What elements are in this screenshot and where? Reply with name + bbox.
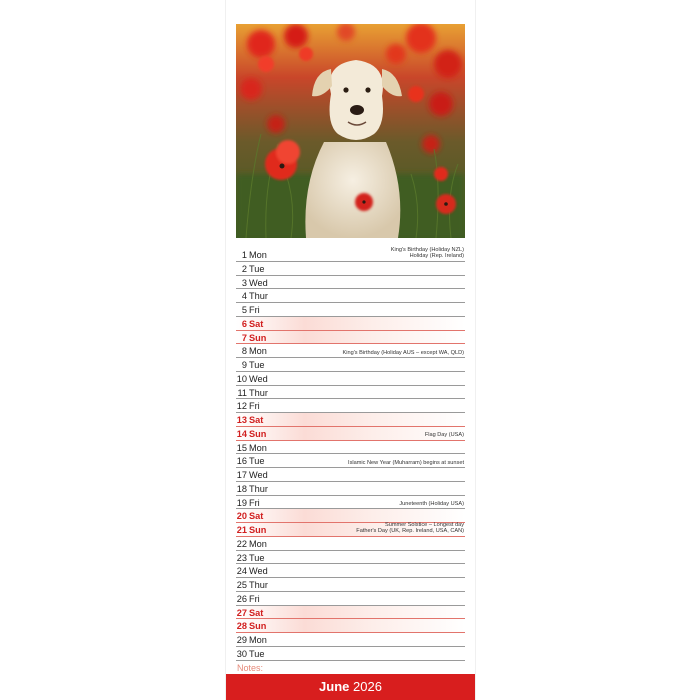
day-number: 28 (236, 621, 247, 632)
day-list (236, 248, 465, 675)
day-number: 10 (236, 373, 247, 384)
weekday-label: Tue (249, 360, 265, 370)
weekday-label: Wed (249, 277, 268, 288)
day-number: 11 (237, 387, 247, 398)
year-label: 2026 (353, 679, 382, 694)
day-number: 20 (236, 511, 247, 522)
weekday-label: Wed (249, 470, 268, 480)
holiday-note: Juneteenth (Holiday USA) (399, 500, 464, 507)
day-number: 13 (236, 415, 247, 425)
weekday-label: Thur (249, 387, 268, 398)
weekday-label: Sat (249, 415, 264, 425)
day-number: 17 (236, 470, 247, 480)
day-row (236, 427, 465, 441)
weekday-label: Thur (249, 483, 268, 494)
day-row (236, 468, 465, 482)
day-row (236, 633, 465, 647)
day-row (236, 399, 465, 413)
day-number: 24 (236, 566, 247, 577)
calendar-page (226, 0, 475, 700)
day-number: 22 (236, 538, 247, 549)
day-row (236, 303, 465, 317)
day-number: 1 (241, 250, 247, 260)
day-number: 16 (236, 456, 247, 467)
day-number: 21 (236, 525, 247, 535)
notes-label: Notes: (237, 662, 264, 673)
weekday-label: Sun (249, 525, 267, 535)
weekday-label: Fri (249, 593, 260, 604)
day-number: 3 (241, 277, 247, 288)
day-number: 26 (236, 593, 247, 604)
day-row (236, 509, 465, 523)
weekday-label: Mon (249, 635, 267, 645)
day-row (236, 344, 465, 358)
month-footer (226, 674, 475, 700)
weekday-label: Wed (249, 566, 268, 577)
notes-row (236, 661, 465, 675)
dog-photo (236, 24, 465, 238)
weekday-label: Sat (249, 318, 264, 329)
weekday-label: Mon (249, 250, 267, 260)
weekday-label: Fri (249, 305, 260, 315)
day-row (236, 606, 465, 620)
day-row (236, 523, 465, 537)
weekday-label: Tue (249, 456, 265, 467)
day-row (236, 619, 465, 633)
day-row (236, 441, 465, 455)
day-row (236, 289, 465, 303)
day-row (236, 551, 465, 565)
day-number: 2 (241, 263, 247, 274)
weekday-label: Mon (249, 442, 267, 453)
day-number: 15 (236, 442, 247, 453)
day-number: 9 (241, 360, 247, 370)
month-label: June (319, 679, 350, 694)
day-number: 23 (236, 552, 247, 563)
weekday-label: Fri (249, 497, 260, 508)
day-row (236, 386, 465, 400)
weekday-label: Thur (249, 291, 268, 302)
day-row (236, 482, 465, 496)
day-row (236, 454, 465, 468)
weekday-label: Sat (249, 607, 264, 618)
day-number: 7 (241, 332, 247, 343)
day-row (236, 647, 465, 661)
day-number: 18 (236, 483, 247, 494)
day-row (236, 372, 465, 386)
day-row (236, 496, 465, 510)
day-number: 4 (241, 291, 247, 302)
weekday-label: Sat (249, 511, 264, 522)
day-row (236, 276, 465, 290)
weekday-label: Tue (249, 552, 265, 563)
day-row (236, 262, 465, 276)
weekday-label: Sun (249, 621, 267, 632)
day-row (236, 248, 465, 262)
day-row (236, 578, 465, 592)
weekday-label: Sun (249, 428, 267, 439)
day-row (236, 564, 465, 578)
day-number: 12 (236, 401, 247, 412)
day-row (236, 413, 465, 427)
holiday-note: King's Birthday (Holiday AUS – except WA, QLD) (342, 349, 464, 356)
day-row (236, 331, 465, 345)
day-number: 8 (241, 346, 247, 357)
weekday-label: Tue (249, 263, 265, 274)
day-number: 5 (241, 305, 247, 315)
weekday-label: Tue (249, 648, 265, 659)
holiday-note: Summer Solstice – Longest day Father's Day (UK, Rep. Ireland, USA, CAN) (356, 521, 464, 535)
weekday-label: Thur (249, 580, 268, 590)
day-number: 19 (236, 497, 247, 508)
holiday-note: Flag Day (USA) (424, 432, 464, 439)
day-row (236, 592, 465, 606)
weekday-label: Mon (249, 538, 267, 549)
day-row (236, 358, 465, 372)
holiday-note: King's Birthday (Holiday NZL) Holiday (Rep. Ireland) (390, 246, 464, 260)
day-number: 29 (236, 635, 247, 645)
day-number: 14 (236, 428, 247, 439)
day-number: 25 (236, 580, 247, 590)
day-row (236, 317, 465, 331)
weekday-label: Fri (249, 401, 260, 412)
weekday-label: Wed (249, 373, 268, 384)
day-number: 6 (241, 318, 247, 329)
weekday-label: Mon (249, 346, 267, 357)
day-row (236, 537, 465, 551)
day-number: 30 (236, 648, 247, 659)
day-number: 27 (236, 607, 247, 618)
weekday-label: Sun (249, 332, 267, 343)
holiday-note: Islamic New Year (Muharram) begins at sunset (348, 459, 464, 466)
